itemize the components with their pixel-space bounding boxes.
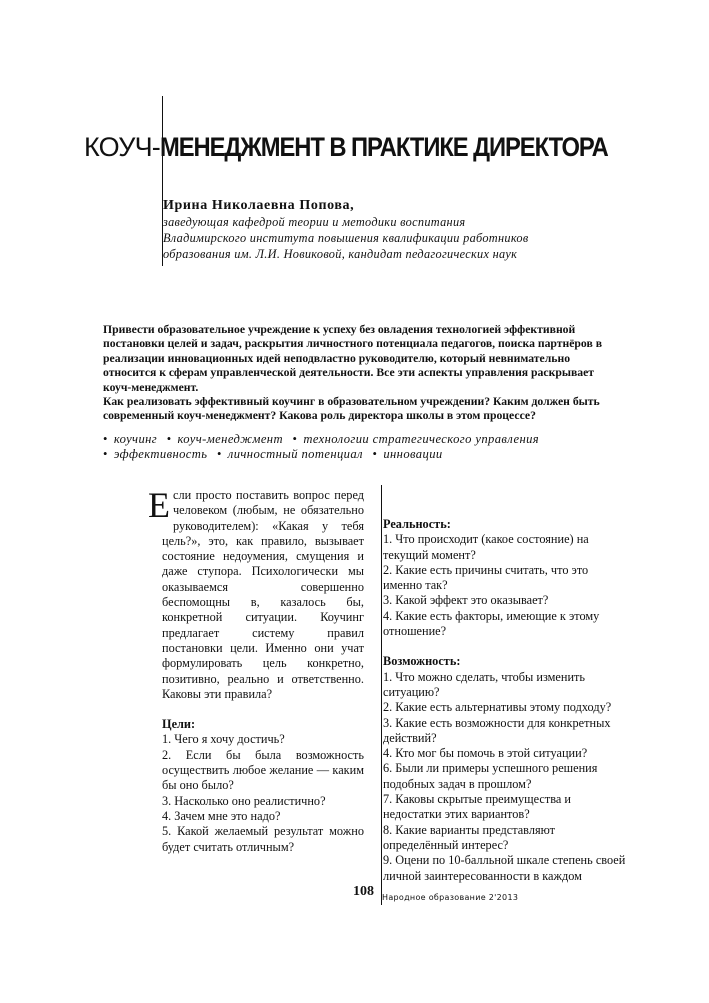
reality-item: 4. Какие есть факторы, имеющие к этому отношение? bbox=[383, 608, 600, 639]
keyword: личностный потенциал bbox=[227, 447, 363, 461]
title-main: МЕНЕДЖМЕНТ В ПРАКТИКЕ ДИРЕКТОРА bbox=[159, 132, 608, 162]
keywords bbox=[103, 432, 643, 462]
author-name: Ирина Николаевна Попова, bbox=[163, 198, 355, 213]
intro-paragraph bbox=[148, 485, 364, 702]
bullet-icon: • bbox=[103, 432, 108, 446]
options-item: 9. Оцени по 10-балльной шкале степень своей личной заинтересованности в каждом bbox=[383, 853, 626, 883]
reality-item: 3. Какой эффект это оказывает? bbox=[383, 593, 549, 608]
goals-heading: Цели: bbox=[162, 717, 196, 732]
keywords-line bbox=[103, 447, 643, 462]
reality-item: 2. Какие есть причины считать, что это именно так? bbox=[383, 562, 589, 593]
options-item: 2. Какие есть альтернативы этому подходу? bbox=[383, 700, 612, 715]
keyword: эффективность bbox=[113, 447, 208, 461]
title-prefix: КОУЧ- bbox=[84, 132, 160, 162]
options-item: 7. Каковы скрытые преимущества и недостатки этих вариантов? bbox=[383, 792, 571, 822]
lead-questions: Как реализовать эффективный коучинг в образовательном учреждении? Каким должен быть современный коуч-менеджмент? Какова роль директора школы в этом процессе? bbox=[103, 395, 600, 423]
article-title bbox=[84, 127, 669, 167]
options-heading: Возможность: bbox=[383, 654, 461, 669]
keyword: инновации bbox=[383, 447, 443, 461]
options-item: 3. Какие есть возможности для конкретных действий? bbox=[383, 715, 611, 745]
goals-item: 5. Какой желаемый результат можно будет считать отличным? bbox=[162, 824, 364, 854]
column-rule bbox=[381, 485, 382, 905]
left-column bbox=[148, 485, 364, 855]
bullet-icon: • bbox=[216, 447, 222, 461]
goals-item: 2. Если бы была возможность осуществить любое желание — каким бы оно было? bbox=[162, 747, 364, 793]
page-number: 108 bbox=[353, 884, 374, 899]
reality-heading: Реальность: bbox=[383, 517, 451, 531]
lead-paragraph: Привести образовательное учреждение к успеху без овладения технологией эффективной постановки целей и задач, раскрытия личностного потенциала педагогов, поиска партнёров в реализации инновационных идей неподвластно руководителю, который невнимательно относится к сферам управленческой деятельности. Все эти аспекты управления раскрывает коуч-менеджмент. bbox=[103, 323, 603, 394]
intro-text: сли просто поставить вопрос перед человеком (любым, не обязательно руководителем): «Какая у тебя цель?», это, как правило, вызывает состояние недоумения, смущения и даже ступора. Психологически мы оказываемся совершенно беспомощны в, казалось бы, конкретной ситуации. Коучинг предлагает систему правил постановки цели. Именно они учат формулировать цель конкретно, позитивно, реально и ответственно. Каковы эти правила? bbox=[162, 488, 364, 701]
bullet-icon: • bbox=[166, 432, 172, 446]
bullet-icon: • bbox=[292, 432, 298, 446]
options-item: 1. Что можно сделать, чтобы изменить ситуацию? bbox=[383, 669, 586, 699]
goals-item: 1. Чего я хочу достичь? bbox=[162, 732, 285, 747]
keywords-line bbox=[103, 432, 643, 447]
author-affiliation-line: образования им. Л.И. Новиковой, кандидат педагогических наук bbox=[163, 247, 518, 261]
author-affiliation-line: заведующая кафедрой теории и методики воспитания bbox=[163, 215, 466, 229]
options-item: 4. Кто мог бы помочь в этой ситуации? bbox=[383, 746, 588, 761]
author-affiliation-line: Владимирского института повышения квалификации работников bbox=[163, 231, 529, 245]
keyword: коуч-менеджмент bbox=[177, 432, 283, 446]
options-item: 8. Какие варианты представляют определённый интерес? bbox=[383, 822, 556, 852]
right-column bbox=[383, 517, 630, 884]
keyword: коучинг bbox=[113, 432, 158, 446]
goals-item: 4. Зачем мне это надо? bbox=[162, 808, 281, 823]
drop-cap: Е bbox=[148, 485, 170, 525]
goals-item: 3. Насколько оно реалистично? bbox=[162, 793, 326, 808]
lead-abstract bbox=[103, 323, 623, 424]
reality-item: 1. Что происходит (какое состояние) на текущий момент? bbox=[383, 532, 589, 562]
bullet-icon: • bbox=[103, 447, 108, 461]
author-block bbox=[163, 198, 583, 262]
options-item: 6. Были ли примеры успешного решения подобных задач в прошлом? bbox=[383, 761, 598, 791]
bullet-icon: • bbox=[372, 447, 378, 461]
keyword: технологии стратегического управления bbox=[303, 432, 540, 446]
journal-name: Народное образование 2'2013 bbox=[382, 893, 519, 902]
